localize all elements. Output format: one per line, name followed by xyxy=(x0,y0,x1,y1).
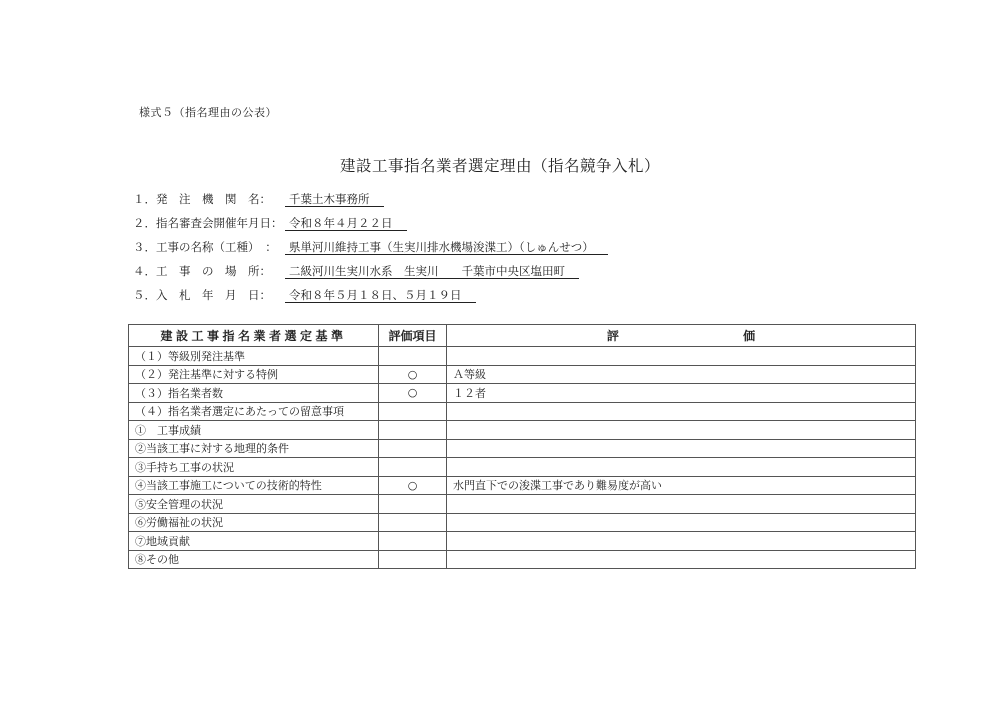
table-row xyxy=(129,439,916,458)
criteria-cell: ① 工事成績 xyxy=(129,421,379,440)
info-label: ３．工事の名称（工種） ： xyxy=(133,240,277,254)
evaluation-cell xyxy=(447,439,916,458)
info-label: ５．入 札 年 月 日： xyxy=(133,288,271,302)
mark-cell: ○ xyxy=(379,476,447,495)
mark-cell xyxy=(379,421,447,440)
header-item: 評価項目 xyxy=(379,325,447,347)
evaluation-cell xyxy=(447,513,916,532)
evaluation-cell xyxy=(447,550,916,569)
info-list xyxy=(133,187,608,307)
evaluation-cell xyxy=(447,532,916,551)
table-row xyxy=(129,458,916,477)
criteria-cell: ④当該工事施工についての技術的特性 xyxy=(129,476,379,495)
evaluation-cell xyxy=(447,347,916,366)
info-value: 千葉土木事務所 xyxy=(285,192,384,207)
criteria-cell: ③手持ち工事の状況 xyxy=(129,458,379,477)
criteria-cell: ②当該工事に対する地理的条件 xyxy=(129,439,379,458)
criteria-cell: ⑧その他 xyxy=(129,550,379,569)
table-row xyxy=(129,532,916,551)
mark-cell xyxy=(379,347,447,366)
table-row xyxy=(129,365,916,384)
table-row xyxy=(129,513,916,532)
info-value: 県単河川維持工事（生実川排水機場浚渫工）（しゅんせつ） xyxy=(285,240,608,255)
header-evaluation: 評 価 xyxy=(447,325,916,347)
document-title: 建設工事指名業者選定理由（指名競争入札） xyxy=(339,157,660,175)
evaluation-cell: 水門直下での浚渫工事であり難易度が高い xyxy=(447,476,916,495)
table-row xyxy=(129,476,916,495)
table-row xyxy=(129,402,916,421)
mark-cell xyxy=(379,458,447,477)
evaluation-cell xyxy=(447,458,916,477)
evaluation-cell: Ａ等級 xyxy=(447,365,916,384)
criteria-cell: ⑤安全管理の状況 xyxy=(129,495,379,514)
criteria-cell: （２）発注基準に対する特例 xyxy=(129,365,379,384)
table-header-row xyxy=(129,325,916,347)
mark-cell xyxy=(379,495,447,514)
info-row-location xyxy=(133,259,608,283)
evaluation-cell xyxy=(447,402,916,421)
table-row xyxy=(129,421,916,440)
table-row xyxy=(129,384,916,403)
info-row-work-name xyxy=(133,235,608,259)
evaluation-cell: １２者 xyxy=(447,384,916,403)
table-row xyxy=(129,550,916,569)
info-value: 二級河川生実川水系 生実川 千葉市中央区塩田町 xyxy=(285,264,579,279)
info-row-client xyxy=(133,187,608,211)
mark-cell: ○ xyxy=(379,384,447,403)
criteria-cell: （３）指名業者数 xyxy=(129,384,379,403)
info-value: 令和８年５月１８日、５月１９日 xyxy=(285,288,476,303)
info-label: １．発 注 機 関 名： xyxy=(133,192,271,206)
criteria-cell: （４）指名業者選定にあたっての留意事項 xyxy=(129,402,379,421)
criteria-cell: （１）等級別発注基準 xyxy=(129,347,379,366)
info-value: 令和８年４月２２日 xyxy=(285,216,407,231)
table-row xyxy=(129,495,916,514)
criteria-cell: ⑦地域貢献 xyxy=(129,532,379,551)
info-row-review-date xyxy=(133,211,608,235)
header-criteria: 建設工事指名業者選定基準 xyxy=(129,325,379,347)
selection-criteria-table xyxy=(128,324,916,569)
evaluation-cell xyxy=(447,421,916,440)
info-label: ２．指名審査会開催年月日： xyxy=(133,216,283,230)
table-row xyxy=(129,347,916,366)
mark-cell xyxy=(379,439,447,458)
form-number: 様式５（指名理由の公表） xyxy=(139,106,277,119)
mark-cell xyxy=(379,550,447,569)
criteria-cell: ⑥労働福祉の状況 xyxy=(129,513,379,532)
mark-cell: ○ xyxy=(379,365,447,384)
mark-cell xyxy=(379,513,447,532)
evaluation-cell xyxy=(447,495,916,514)
info-label: ４．工 事 の 場 所： xyxy=(133,264,271,278)
info-row-bid-date xyxy=(133,283,608,307)
mark-cell xyxy=(379,532,447,551)
mark-cell xyxy=(379,402,447,421)
